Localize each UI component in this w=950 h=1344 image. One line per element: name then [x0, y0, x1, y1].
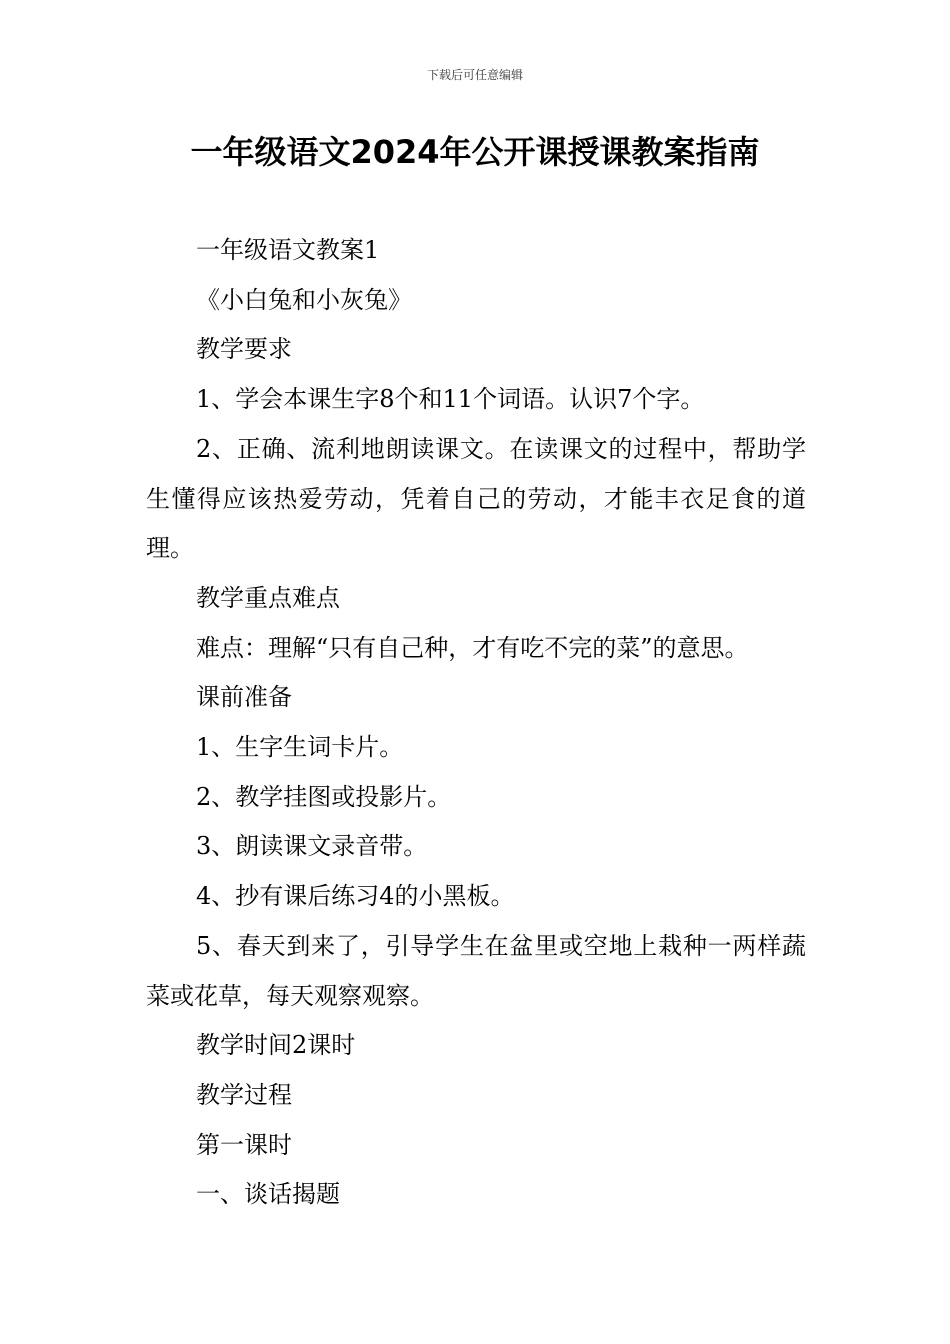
document-body [146, 226, 806, 1220]
paragraph-preparation-3: 3、朗读课文录音带。 [196, 832, 428, 861]
paragraph-preparation-2: 2、教学挂图或投影片。 [196, 782, 452, 811]
paragraph-lesson-title: 《小白兔和小灰兔》 [196, 285, 412, 314]
paragraph-section-key-points: 教学重点难点 [196, 583, 340, 612]
paragraph-requirement-1: 1、学会本课生字8个和11个词语。认识7个字。 [196, 385, 705, 414]
header-note: 下载后可任意编辑 [426, 68, 523, 82]
paragraph-preparation-5: 5、春天到来了，引导学生在盆里或空地上栽种一两样蔬菜或花草，每天观察观察。 [146, 931, 806, 1010]
paragraph-difficulty: 难点：理解“只有自己种，才有吃不完的菜”的意思。 [196, 633, 749, 662]
paragraph-preparation-4: 4、抄有课后练习4的小黑板。 [196, 882, 515, 911]
paragraph-lesson-heading: 一年级语文教案1 [196, 236, 380, 264]
paragraph-preparation-1: 1、生字生词卡片。 [196, 733, 404, 762]
paragraph-section-process: 教学过程 [196, 1080, 292, 1109]
paragraph-section-requirements: 教学要求 [196, 335, 292, 364]
paragraph-step-1: 一、谈话揭题 [196, 1180, 340, 1209]
paragraph-teaching-time: 教学时间2课时 [196, 1031, 356, 1060]
document-title: 一年级语文2024年公开课授课教案指南 [190, 133, 760, 171]
paragraph-requirement-2: 2、正确、流利地朗读课文。在读课文的过程中，帮助学生懂得应该热爱劳动，凭着自己的劳动，才能丰衣足食的道理。 [146, 434, 806, 563]
paragraph-section-preparation: 课前准备 [196, 683, 292, 712]
paragraph-first-period: 第一课时 [196, 1130, 292, 1159]
